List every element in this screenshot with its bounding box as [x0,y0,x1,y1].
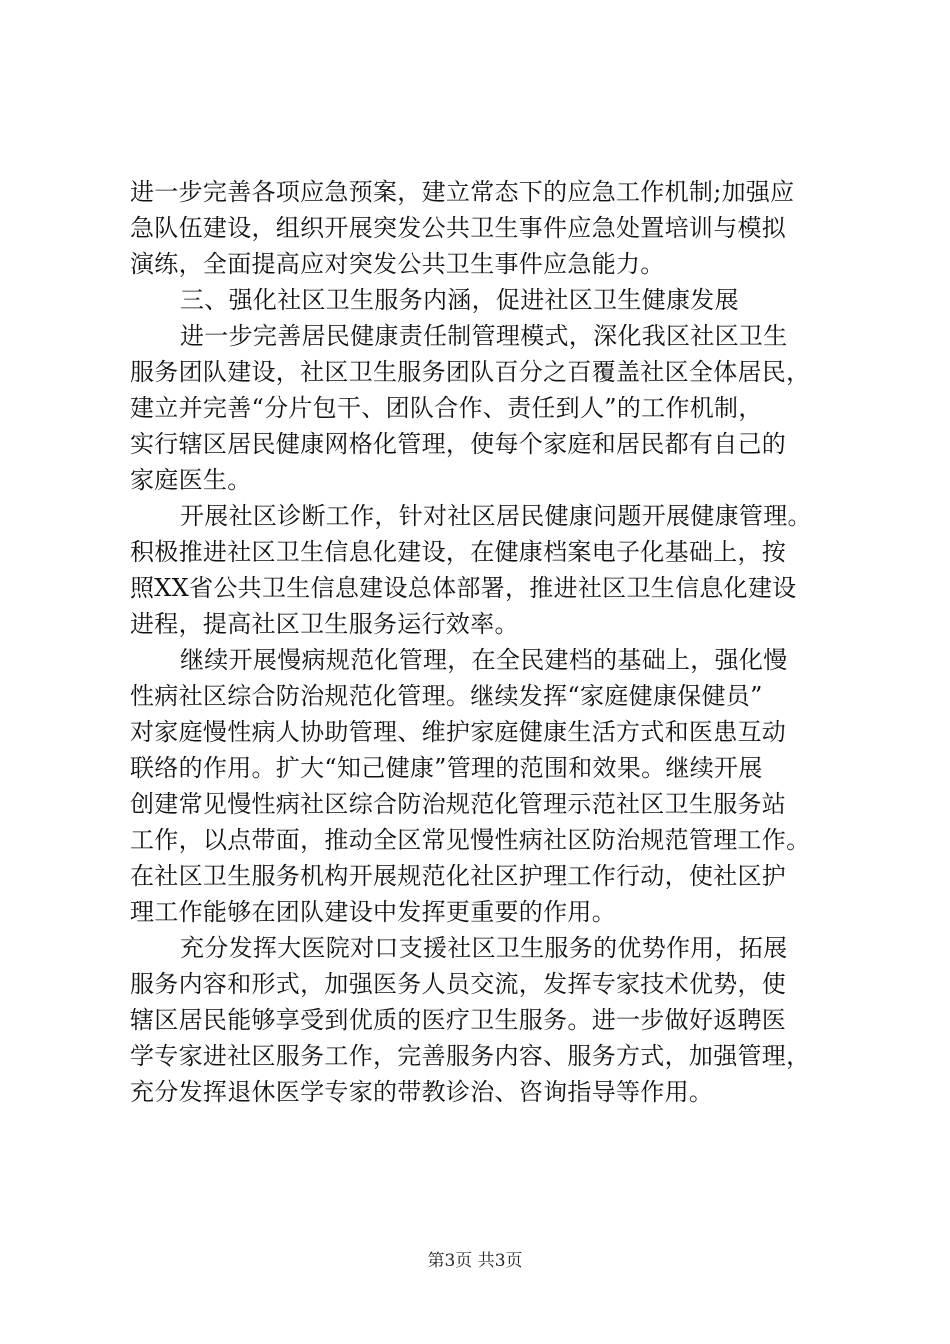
text-line: 积极推进社区卫生信息化建设，在健康档案电子化基础上，按 [130,538,787,566]
text-line: 急队伍建设，组织开展突发公共卫生事件应急处置培训与模拟 [130,214,787,242]
paragraph-chronic-disease [130,642,830,930]
text-line: 在社区卫生服务机构开展规范化社区护理工作行动，使社区护 [130,862,787,890]
text-line: 辖区居民能够享受到优质的医疗卫生服务。进一步做好返聘医 [130,1006,787,1034]
text-line: 对家庭慢性病人协助管理、维护家庭健康生活方式和医患互动 [130,718,787,746]
text-line: 开展社区诊断工作，针对社区居民健康问题开展健康管理。 [180,502,812,530]
text-line: 创建常见慢性病社区综合防治规范化管理示范社区卫生服务站 [130,790,787,818]
text-line: 充分发挥退休医学专家的带教诊治、咨询指导等作用。 [130,1078,714,1106]
document-body [130,174,830,1110]
text-line: 进一步完善居民健康责任制管理模式，深化我区社区卫生 [180,322,788,350]
text-line: 进一步完善各项应急预案，建立常态下的应急工作机制;加强应 [130,178,795,206]
text-line: 联络的作用。扩大“知己健康”管理的范围和效果。继续开展 [130,754,763,782]
text-line: 充分发挥大医院对口支援社区卫生服务的优势作用，拓展 [180,934,788,962]
text-line: 演练，全面提高应对突发公共卫生事件应急能力。 [130,250,665,278]
section-heading-3 [130,282,830,318]
page-footer [0,1249,950,1273]
text-line: 进程，提高社区卫生服务运行效率。 [130,610,519,638]
paragraph-hospital-support [130,930,830,1110]
text-line: 性病社区综合防治规范化管理。继续发挥“家庭健康保健员” [130,682,763,710]
page-number: 第3页 共3页 [427,1251,523,1271]
paragraph-community-diagnosis [130,498,830,642]
text-line: 服务内容和形式，加强医务人员交流，发挥专家技术优势，使 [130,970,787,998]
text-line: 实行辖区居民健康网格化管理，使每个家庭和居民都有自己的 [130,430,787,458]
paragraph-emergency-plan [130,174,830,282]
heading-text: 三、强化社区卫生服务内涵，促进社区卫生健康发展 [180,286,739,314]
text-line: 照XX省公共卫生信息建设总体部署，推进社区卫生信息化建设 [130,574,797,602]
text-line: 学专家进社区服务工作，完善服务内容、服务方式，加强管理， [130,1042,811,1070]
text-line: 家庭医生。 [130,466,252,494]
text-line: 服务团队建设，社区卫生服务团队百分之百覆盖社区全体居民， [130,358,811,386]
paragraph-health-responsibility [130,318,830,498]
text-line: 建立并完善“分片包干、团队合作、责任到人”的工作机制， [130,394,763,422]
text-line: 继续开展慢病规范化管理，在全民建档的基础上，强化慢 [180,646,788,674]
text-line: 理工作能够在团队建设中发挥更重要的作用。 [130,898,616,926]
text-line: 工作，以点带面，推动全区常见慢性病社区防治规范管理工作。 [130,826,811,854]
